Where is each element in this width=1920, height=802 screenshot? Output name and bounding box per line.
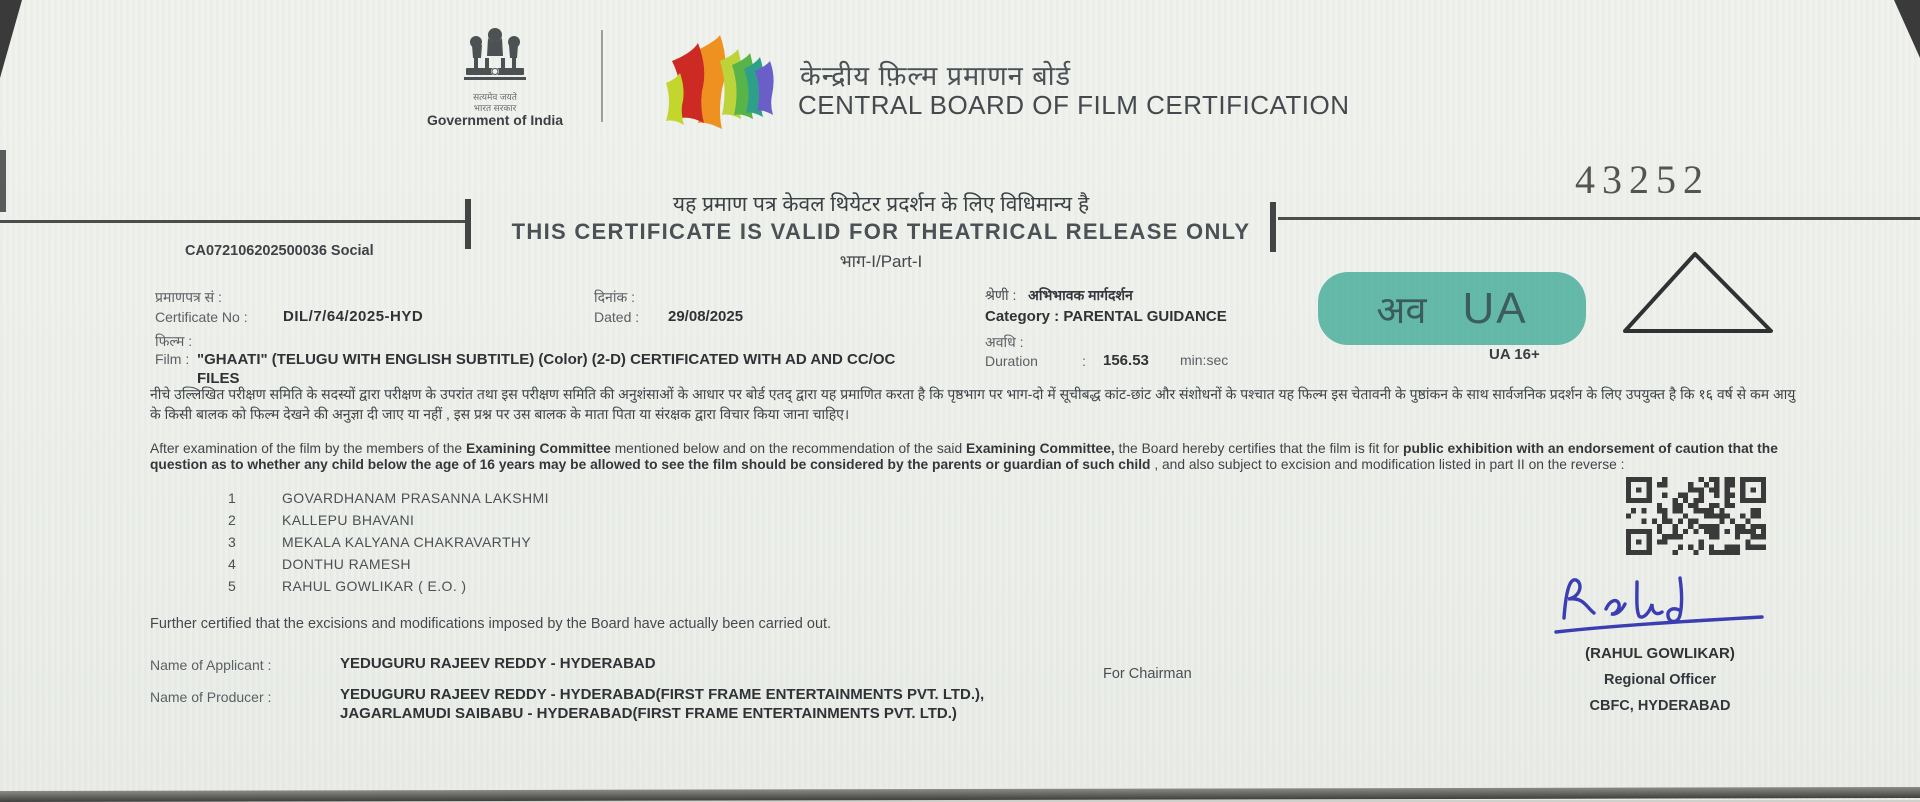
member-number: 2 [228,512,237,528]
film-label: Film : [155,351,190,367]
committee-member-row [0,556,800,578]
duration-label-hindi: अवधि : [985,334,1024,350]
signatory-org: CBFC, HYDERABAD [1589,698,1731,714]
part-label: भाग-I/Part-I [839,252,923,271]
board-name-english: CENTRAL BOARD OF FILM CERTIFICATION [798,90,1350,120]
duration-colon: : [1082,353,1086,369]
certification-paragraph-hindi: नीचे उल्लिखित परीक्षण समिति के सदस्यों द्वारा परीक्षण के उपरांत तथा इस परीक्षण समिति की अनुशंसाओं के आधार पर बोर्ड एतद् द्वारा यह प्रमाणित करता है कि पृष्ठभाग पर भाग-दो में सूचीबद्ध कांट-छांट और संशोधनों के पश्चात यह फिल्म इस चेतावनी के पुष्ठांकन के साथ सार्वजनिक प्रदर्शन के लिए उपयुक्त है कि १६ वर्ष से कम आयु के किसी बालक को फिल्म देखने की अनुज्ञा दी जाए या नहीं , इस प्रश्न पर उस बालक के माता पिता या संरक्षक द्वारा विचार किया जाना चाहिए। [150,386,1796,422]
dated-value: 29/08/2025 [668,308,744,325]
category-value-en: PARENTAL GUIDANCE [1063,308,1227,325]
committee-member-row [0,512,800,534]
cbfc-logo-icon [658,33,786,133]
certificate-no-label-hindi: प्रमाणपत्र सं : [155,289,222,305]
certificate-no-label: Certificate No : [155,309,248,325]
duration-label: Duration [985,353,1038,369]
para-en-s2: Examining Committee [465,441,611,456]
para-en-s6: public exhibition with an endorsement of caution that the question as to whether any child below the age of 16 years may be allowed to see the film should be considered by the parents or guardian of such child [150,441,1778,472]
committee-member-row [0,534,800,556]
applicant-value: YEDUGURU RAJEEV REDDY - HYDERABAD [340,655,656,672]
member-name: MEKALA KALYANA CHAKRAVARTHY [282,534,532,550]
signatory-name: (RAHUL GOWLIKAR) [1585,645,1735,662]
category-label-hi-text: श्रेणी : [985,287,1017,303]
valid-line-english: THIS CERTIFICATE IS VALID FOR THEATRICAL RELEASE ONLY [511,219,1251,244]
para-en-s3: mentioned below and on the recommendation of the said [610,441,966,456]
band-rule-left [0,220,468,223]
valid-line-hindi: यह प्रमाण पत्र केवल थियेटर प्रदर्शन के लिए विधिमान्य है [672,193,1090,216]
member-name: KALLEPU BHAVANI [282,512,415,528]
emblem-india-hindi: भारत सरकार [473,103,517,113]
emblem-motto-hindi: सत्यमेव जयते [473,92,517,102]
certification-paragraph-english [150,441,1798,473]
certificate-no-value: DIL/7/64/2025-HYD [283,308,424,325]
producer-label: Name of Producer : [150,689,272,705]
stamp-text-hindi: अव [1376,289,1427,332]
member-number: 3 [228,534,237,550]
stamp-text-english: UA [1462,283,1528,333]
government-of-india-label: Government of India [426,112,564,128]
for-chairman-label: For Chairman [1103,666,1192,682]
category-value-hindi: अभिभावक मार्गदर्शन [1028,287,1133,303]
member-name: GOVARDHANAM PRASANNA LAKSHMI [282,490,549,506]
member-number: 4 [228,556,237,572]
band-endbar-right [1270,202,1276,252]
govt-india-emblem-icon [452,26,538,88]
member-name: RAHUL GOWLIKAR ( E.O. ) [282,578,467,594]
dated-label-hindi: दिनांक : [594,289,635,305]
category-line-english [985,308,1227,325]
dated-label: Dated : [594,309,640,325]
ua-triangle-icon [1618,250,1778,336]
committee-member-row [0,578,800,600]
band-endbar-left [465,199,471,249]
committee-member-row [0,490,800,512]
header-divider [601,30,603,122]
para-en-s5: the Board hereby certifies that the film is fit for [1114,441,1404,456]
signatory-title: Regional Officer [1604,672,1716,688]
category-label-en: Category : [985,308,1060,325]
signature [1548,570,1768,642]
film-label-hindi: फिल्म : [155,333,193,349]
photo-edge-artifact [0,150,6,212]
category-label-hindi [985,286,1133,305]
duration-value: 156.53 [1103,352,1149,369]
qr-code [1625,477,1767,555]
duration-unit: min:sec [1180,352,1229,368]
serial-number: 43252 [1575,157,1710,202]
photo-edge-artifact [0,0,22,78]
photo-edge-artifact [1894,0,1920,58]
para-en-s1: After examination of the film by the members of the [150,441,466,456]
ua-16-label: UA 16+ [1489,346,1540,363]
applicant-label: Name of Applicant : [150,657,272,673]
para-en-s4: Examining Committee, [965,441,1115,456]
further-certified-line: Further certified that the excisions and modifications imposed by the Board have actually been carried out. [150,616,832,632]
film-value: "GHAATI" (TELUGU WITH ENGLISH SUBTITLE) (Color) (2-D) CERTIFICATED WITH AD AND CC/OC FILES [197,351,896,387]
member-name: DONTHU RAMESH [282,556,411,572]
member-number: 5 [228,578,237,594]
ua-rating-stamp [1318,272,1586,345]
file-number: CA072106202500036 Social [185,243,374,259]
member-number: 1 [228,490,237,506]
para-en-s7: , and also subject to excision and modification listed in part II on the reverse : [1150,456,1625,472]
producer-value: YEDUGURU RAJEEV REDDY - HYDERABAD(FIRST FRAME ENTERTAINMENTS PVT. LTD.), JAGARLAMUDI SAIBABU - HYDERABAD(FIRST FRAME ENTERTAINMENTS PVT. LTD.) [340,686,985,722]
board-name-hindi: केन्द्रीय फ़िल्म प्रमाणन बोर्ड [800,61,1072,91]
band-rule-right [1278,217,1920,220]
